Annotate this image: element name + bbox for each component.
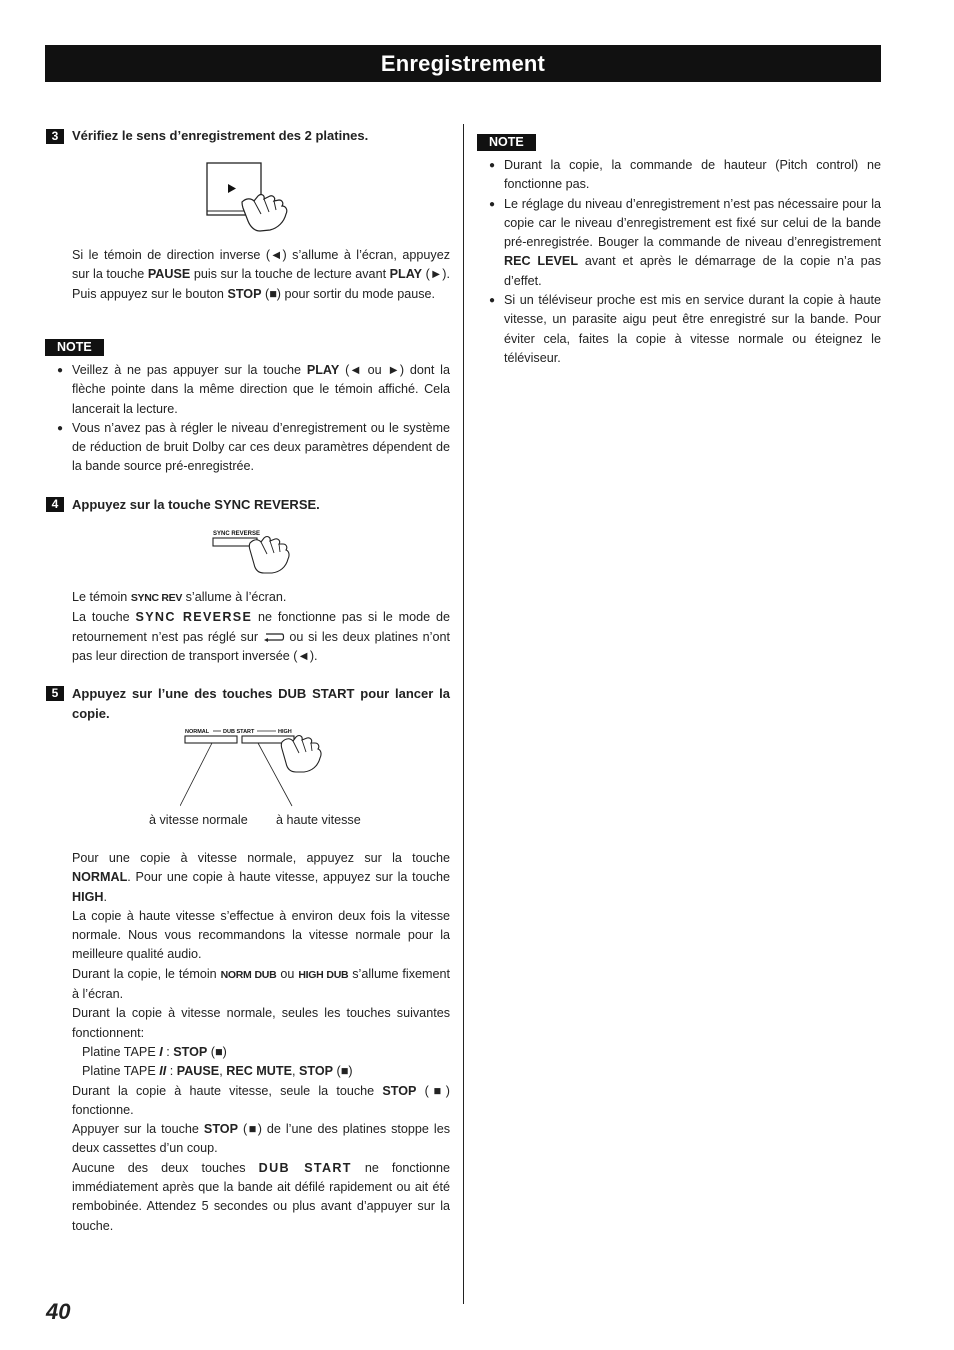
list-item: ● Si un téléviseur proche est mis en service durant la copie à haute vitesse, un parasite aigu peut être enregistré sur la bande. Pour éviter cela, faites la copie à vitesse normale ou éteignez le téléviseur. [489,291,881,368]
step-3-number: 3 [46,129,64,144]
text-segment: La touche [72,610,136,625]
stop-key-label: STOP [299,1064,334,1079]
text-segment: (◄ ou ►) dont la flèche pointe dans la même direction que le témoin affiché. Cela lancerait la lecture. [72,363,450,416]
step-5-tape-2-keys [72,1062,450,1081]
pause-key-label: PAUSE [176,1064,220,1079]
stop-key-label: STOP [382,1083,417,1098]
text-segment: Platine TAPE [82,1064,160,1079]
text-segment: Pour une copie à vitesse normale, appuyez sur la touche [72,851,450,865]
rec-mute-key-label: REC MUTE [226,1064,292,1079]
stop-key-label: STOP [227,286,262,301]
step-5-para-8 [72,1120,450,1159]
step-5-para-9 [72,1159,450,1236]
step-5-para-7 [72,1082,450,1121]
play-key-label: PLAY [389,267,423,282]
rec-level-label: REC LEVEL [504,254,579,269]
step-4-line-1 [72,588,450,608]
text-segment: Veillez à ne pas appuyer sur la touche [72,363,307,377]
play-button-illustration [198,160,298,236]
high-key-label: HIGH [72,889,104,904]
text-segment: puis sur la touche de lecture avant [190,267,390,282]
text-segment: s’allume fixement à l’écran. [72,966,450,1002]
play-key-label: PLAY [306,363,340,377]
step-5-para-4: Durant la copie à vitesse normale, seules les touches suivantes fonctionnent: [72,1006,450,1040]
text-segment: s’allume à l’écran. [182,590,287,604]
text-segment: Aucune des deux touches [72,1160,259,1175]
step-5-number: 5 [46,686,64,701]
dub-start-figure-label: DUB START [223,729,255,735]
page-title: Enregistrement [380,50,546,76]
list-item [489,195,881,291]
caption-normal-speed: à vitesse normale [149,813,248,827]
text-segment: ne fonctionne pas si le mode de retournement n’est pas réglé sur [72,610,450,644]
reverse-mode-icon [263,632,285,642]
high-figure-label: HIGH [278,729,292,735]
list-item: ● Vous n’avez pas à régler le niveau d’enregistrement ou le système de réduction de bruit Dolby car ces deux paramètres dépendent de la bande source pré-enregistrée. [57,419,450,477]
text-segment: (►). Puis appuyez sur le bouton [72,267,450,301]
text-segment: . Pour une copie à haute vitesse, appuyez sur la touche [127,870,450,885]
normal-figure-label: NORMAL [185,729,210,735]
text-segment: avant et après le démarrage de la copie n’a pas d’effet. [504,254,881,288]
text-segment: Appuyer sur la touche [72,1122,204,1137]
text-segment: . [103,889,107,904]
step-5-tape-1-keys [72,1043,450,1062]
sync-reverse-figure-label: SYNC REVERSE [213,531,261,537]
tape-1-numeral: I [159,1044,163,1059]
text-segment: Le témoin [72,590,131,604]
caption-high-speed: à haute vitesse [276,813,361,827]
list-item [57,361,450,419]
stop-key-label: STOP [173,1044,208,1059]
text-segment: Le réglage du niveau d’enregistrement n’est pas nécessaire pour la copie car le niveau d’enregistrement est fixé sur celui de la bande pré-enregistrée. Bouger la commande de niveau d’enregistrement [504,196,881,250]
column-divider [463,124,464,1304]
text-segment: (■) fonctionne. [72,1083,450,1117]
step-4-line-2 [72,608,450,666]
text-segment: Durant la copie, le témoin [72,966,221,981]
text-segment: Si le témoin de direction inverse (◄) s’allume à l’écran, appuyez sur la touche [72,248,450,282]
text-segment: Platine TAPE [82,1044,160,1059]
note-label: NOTE [45,339,104,356]
step-5-para-2: La copie à haute vitesse s’effectue à environ deux fois la vitesse normale. Nous vous recommandons la vitesse normale pour la meilleure qualité audio. [72,908,450,962]
text-segment: (■) [333,1064,353,1079]
dub-start-key-label: DUB START [258,1160,352,1175]
note-list [489,156,881,368]
list-item: ● Durant la copie, la commande de hauteur (Pitch control) ne fonctionne pas. [489,156,881,195]
sync-reverse-key-label: SYNC REVERSE [135,610,253,625]
dub-start-buttons-illustration [180,724,325,810]
text-segment: ou [276,966,299,981]
norm-dub-indicator: NORM DUB [220,968,277,981]
sync-reverse-button-illustration [210,527,292,577]
text-segment: : [166,1064,177,1079]
step-5-para-3 [72,965,450,1005]
step-3-paragraph [72,246,450,304]
text-segment: Durant la copie à haute vitesse, seule la touche [72,1083,383,1098]
text-segment: (■) [207,1044,227,1059]
sync-rev-indicator: SYNC REV [130,592,183,604]
step-4-text [72,588,450,666]
step-5-para-1 [72,849,450,907]
high-dub-indicator: HIGH DUB [298,968,349,981]
note-label: NOTE [477,134,536,151]
step-3-title: Vérifiez le sens d’enregistrement des 2 platines. [72,128,369,143]
text-segment: (■) de l’une des platines stoppe les deux cassettes d’un coup. [72,1122,450,1156]
text-segment: , [292,1064,299,1079]
note-list [57,361,450,477]
text-segment: ou si les deux platines n’ont pas leur direction de transport inversée (◄). [72,629,450,663]
normal-key-label: NORMAL [72,870,128,885]
text-segment: : [162,1044,174,1059]
step-5-title: Appuyez sur l’une des touches DUB START pour lancer la copie. [72,686,450,721]
pause-key-label: PAUSE [147,267,191,282]
stop-key-label: STOP [203,1122,238,1137]
text-segment: (■) pour sortir du mode pause. [261,286,436,301]
step-5-text [72,849,450,1236]
text-segment: , [219,1064,227,1079]
step-4-number: 4 [46,497,64,512]
text-segment: ne fonctionne immédiatement après que la bande ait défilé rapidement ou ait été rembobinée. Attendez 5 secondes ou plus avant d’appuyer sur la touche. [72,1160,451,1233]
step-4-title: Appuyez sur la touche SYNC REVERSE. [72,497,320,512]
page-number: 40 [46,1299,71,1324]
tape-2-numeral: II [159,1064,167,1079]
page-header [45,45,881,82]
